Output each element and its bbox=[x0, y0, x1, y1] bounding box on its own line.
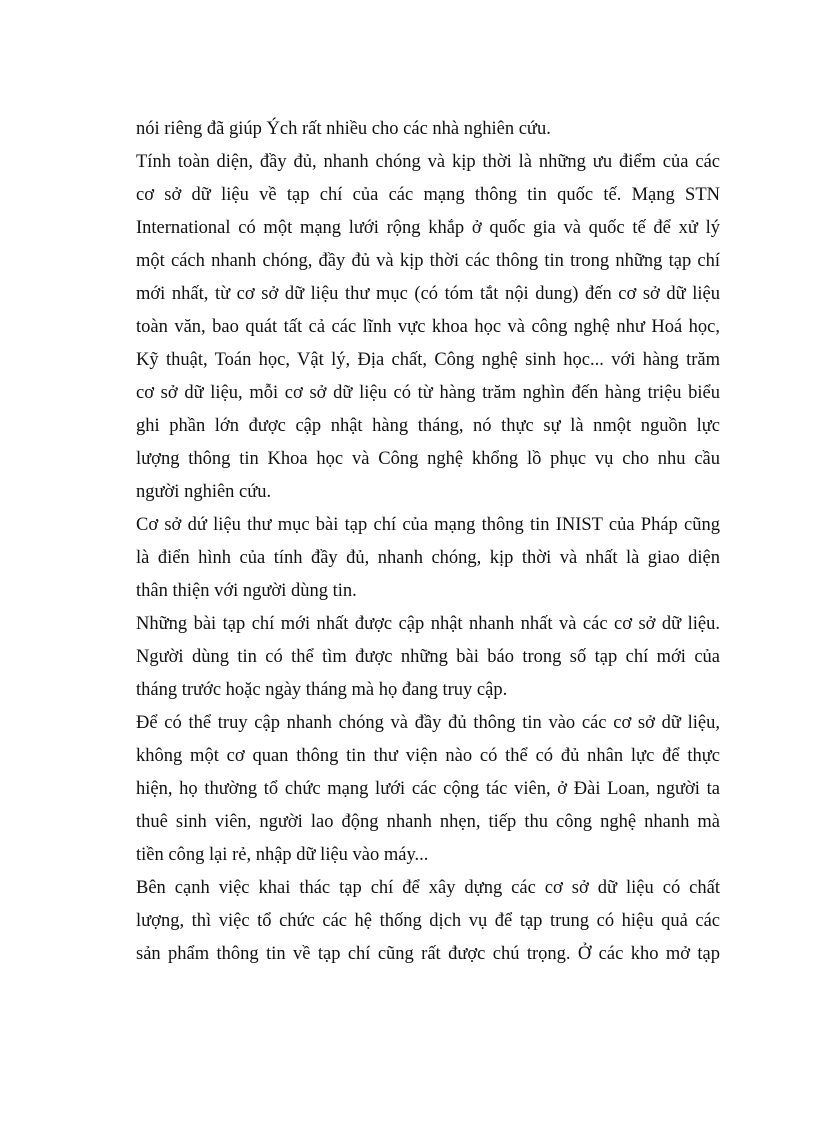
text-line: nói riêng đã giúp Ých rất nhiều cho các nhà nghiên cứu. bbox=[136, 119, 551, 139]
text-line: không một cơ quan thông tin thư viện nào có thể có đủ nhân lực để thực bbox=[136, 746, 720, 766]
text-line: thuê sinh viên, người lao động nhanh nhẹn, tiếp thu công nghệ nhanh mà bbox=[136, 812, 720, 832]
text-line: Để có thể truy cập nhanh chóng và đầy đủ thông tin vào các cơ sở dữ liệu, bbox=[136, 713, 720, 733]
text-line: Người dùng tin có thể tìm được những bài báo trong số tạp chí mới của bbox=[136, 647, 720, 667]
text-line: một cách nhanh chóng, đầy đủ và kịp thời các thông tin trong những tạp chí bbox=[136, 251, 720, 271]
text-line: người nghiên cứu. bbox=[136, 482, 272, 502]
text-line: Bên cạnh việc khai thác tạp chí để xây dựng các cơ sở dữ liệu có chất bbox=[136, 878, 720, 898]
text-line: Kỹ thuật, Toán học, Vật lý, Địa chất, Công nghệ sinh học... với hàng trăm bbox=[136, 350, 720, 370]
text-line: thân thiện với người dùng tin. bbox=[136, 581, 357, 601]
text-line: tháng trước hoặc ngày tháng mà họ đang truy cập. bbox=[136, 680, 508, 700]
text-line: là điển hình của tính đầy đủ, nhanh chóng, kịp thời và nhất là giao diện bbox=[136, 548, 720, 568]
text-line: lượng thông tin Khoa học và Công nghệ khổng lồ phục vụ cho nhu cầu bbox=[136, 449, 720, 469]
text-line: hiện, họ thường tổ chức mạng lưới các cộng tác viên, ở Đài Loan, người ta bbox=[136, 779, 720, 799]
text-line: Cơ sở dứ liệu thư mục bài tạp chí của mạng thông tin INIST của Pháp cũng bbox=[136, 515, 720, 535]
text-line: Những bài tạp chí mới nhất được cập nhật nhanh nhất và các cơ sở dữ liệu. bbox=[136, 614, 720, 634]
text-line: cơ sở dữ liệu, mỗi cơ sở dữ liệu có từ hàng trăm nghìn đến hàng triệu biểu bbox=[136, 383, 720, 403]
text-line: cơ sở dữ liệu về tạp chí của các mạng thông tin quốc tế. Mạng STN bbox=[136, 185, 720, 205]
text-line: toàn văn, bao quát tất cả các lĩnh vực khoa học và công nghệ như Hoá học, bbox=[136, 317, 720, 337]
text-line: Tính toàn diện, đầy đủ, nhanh chóng và kịp thời là những ưu điểm của các bbox=[136, 152, 720, 172]
text-line: ghi phần lớn được cập nhật hàng tháng, nó thực sự là nmột nguồn lực bbox=[136, 416, 720, 436]
text-line: International có một mạng lưới rộng khắp ở quốc gia và quốc tế để xử lý bbox=[136, 218, 720, 238]
text-line: lượng, thì việc tổ chức các hệ thống dịch vụ để tạp trung có hiệu quả các bbox=[136, 911, 720, 931]
text-line: mới nhất, từ cơ sở dữ liệu thư mục (có tóm tắt nội dung) đến cơ sở dữ liệu bbox=[136, 284, 720, 304]
text-line: sản phẩm thông tin về tạp chí cũng rất được chú trọng. Ở các kho mở tạp bbox=[136, 944, 720, 964]
text-line: tiền công lại rẻ, nhập dữ liệu vào máy... bbox=[136, 845, 429, 865]
